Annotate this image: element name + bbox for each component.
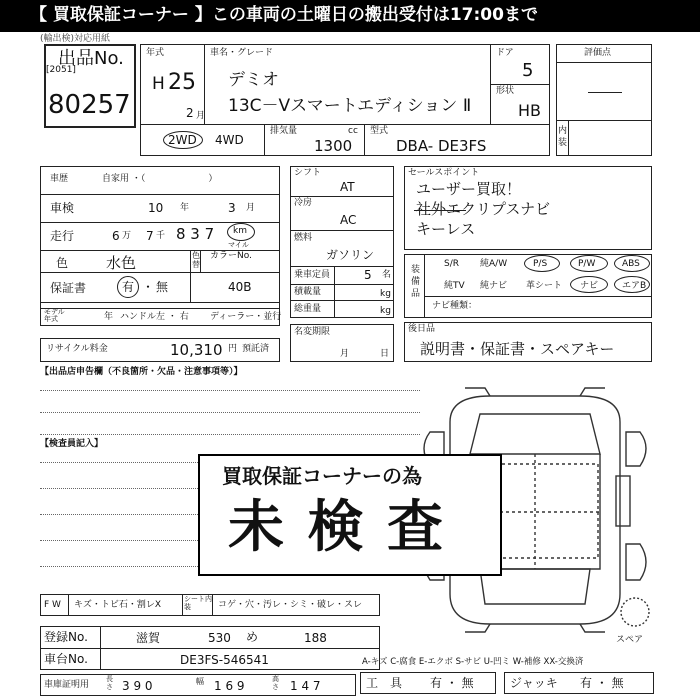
name-change-day: 日 xyxy=(380,349,390,359)
fuel-value: ガソリン xyxy=(326,248,375,262)
year-value: 25 xyxy=(168,70,196,95)
handle-label: ハンドル xyxy=(120,312,157,322)
inspection-label: 車検 xyxy=(50,201,75,215)
color-code-label: カラーNo. xyxy=(210,251,252,261)
color-label: 色 xyxy=(56,256,69,270)
registration-kana: め xyxy=(246,630,259,644)
registration-class: 530 xyxy=(208,631,231,645)
tools-value: 有 ・ 無 xyxy=(430,676,474,690)
dims-h: 1 4 7 xyxy=(290,679,321,693)
lot-tag: [2051] xyxy=(46,65,76,75)
recycle-unit: 円 xyxy=(228,344,238,354)
mileage-mile: マイル xyxy=(228,241,249,249)
handle-options: 左 ・ 右 xyxy=(156,312,189,322)
sales-line3: キーレス xyxy=(416,220,476,238)
inspection-month-unit: 月 xyxy=(246,203,256,213)
warranty-dot: ・ xyxy=(142,280,155,294)
dims-l: 3 9 0 xyxy=(122,679,153,693)
mileage-d2: 7 xyxy=(146,229,154,243)
year-label: 年式 xyxy=(146,48,165,58)
doors-value: 5 xyxy=(522,60,534,81)
gross-unit: kg xyxy=(380,306,391,316)
dims-l-label: 長さ xyxy=(106,675,113,691)
capacity-label: 乗車定員 xyxy=(294,270,331,280)
jack-value: 有 ・ 無 xyxy=(580,676,624,690)
color-value: 水色 xyxy=(106,254,137,272)
seat-label: シート内装 xyxy=(184,595,212,611)
fw-label: F W xyxy=(44,600,61,610)
sales-line2-strike xyxy=(414,210,466,211)
equip-leather: 革シート xyxy=(526,281,563,291)
spare-label: スペア xyxy=(616,635,644,645)
name-change-month: 月 xyxy=(340,349,350,359)
mileage-rest: 8 3 7 xyxy=(176,225,215,243)
color-change-label: 色替 xyxy=(192,251,200,269)
aircon-value: AC xyxy=(340,213,357,227)
equip-ps: P/S xyxy=(533,259,548,269)
damage-legend: A-キズ C-腐食 E-エクボ S-サビ U-凹ミ W-補修 XX-交換済 xyxy=(362,657,584,667)
drive-4wd: 4WD xyxy=(215,133,244,147)
name-change-label: 名変期限 xyxy=(294,327,331,337)
mileage-u1: 万 xyxy=(122,231,132,241)
model-year-unit: 年 xyxy=(104,312,114,322)
equip-nav-type: ナビ種類： xyxy=(432,301,478,311)
color-code: 40B xyxy=(228,280,252,294)
recycle-label: リサイクル料金 xyxy=(46,344,108,354)
car-grade: 13C－Vスマートエディション Ⅱ xyxy=(228,96,472,116)
tools-label: 工 具 xyxy=(366,676,403,690)
shape-label: 形状 xyxy=(496,86,515,96)
seat-value: コゲ・穴・汚レ・シミ・破レ・スレ xyxy=(218,600,363,610)
equipment-label: 装備品 xyxy=(411,265,421,300)
car-name: デミオ xyxy=(228,70,279,90)
score-mark xyxy=(588,92,622,93)
model-year-label: モデル年式 xyxy=(44,308,65,323)
accessories-label: 後日品 xyxy=(408,324,436,334)
gross-label: 総重量 xyxy=(294,304,322,314)
inspection-year-unit: 年 xyxy=(180,203,190,213)
chassis-label: 車台No. xyxy=(44,652,88,666)
shift-label: シフト xyxy=(294,168,322,178)
shape-value: HB xyxy=(518,101,542,120)
banner-text: 【 買取保証コーナー 】この車両の土曜日の搬出受付は17:00まで xyxy=(30,5,538,25)
interior-label: 内装 xyxy=(558,126,568,148)
sales-line2: 社外エクリプスナビ xyxy=(416,200,551,218)
model-label: 型式 xyxy=(370,126,389,136)
accessories-value: 説明書・保証書・スペアキー xyxy=(420,340,615,358)
displacement-value: 1300 xyxy=(314,137,353,155)
registration-number: 188 xyxy=(304,631,327,645)
displacement-label: 排気量 xyxy=(270,126,298,136)
dims-w: 1 6 9 xyxy=(214,679,245,693)
jack-label: ジャッキ xyxy=(510,676,558,690)
sales-label: セールスポイント xyxy=(408,168,480,178)
load-unit: kg xyxy=(380,289,391,299)
history-label: 車歴 xyxy=(50,174,69,184)
score-box xyxy=(556,44,652,156)
lot-number: 80257 xyxy=(48,90,131,120)
doors-label: ドア xyxy=(496,48,514,58)
dealer-label: ディーラー・並行 xyxy=(210,312,282,322)
dims-label: 車庫証明用 xyxy=(44,680,90,690)
dims-w-label: 幅 xyxy=(196,677,204,686)
seller-note-label: 【出品店申告欄（不良箇所・欠品・注意事項等）】 xyxy=(40,367,243,377)
shift-value: AT xyxy=(340,180,355,194)
equip-navi-pure: 純ナビ xyxy=(480,281,508,291)
equip-abs: ABS xyxy=(622,259,640,269)
warranty-label: 保証書 xyxy=(50,281,87,295)
mileage-d1: 6 xyxy=(112,229,120,243)
mileage-label: 走行 xyxy=(50,229,75,243)
stamp-top-text: 買取保証コーナーの為 xyxy=(222,464,422,488)
aircon-label: 冷房 xyxy=(294,198,313,208)
year-month-unit: 月 xyxy=(196,111,206,121)
history-value: 自家用 ・（ ） xyxy=(102,174,218,184)
inspector-label: 【検査員記入】 xyxy=(40,439,104,449)
inspection-year: 10 xyxy=(148,201,164,215)
drive-2wd: 2WD xyxy=(168,133,197,147)
score-label: 評価点 xyxy=(584,48,612,58)
capacity-unit: 名 xyxy=(382,270,392,280)
dims-h-label: 高さ xyxy=(272,675,279,691)
capacity-value: 5 xyxy=(364,268,372,282)
equip-navi: ナビ xyxy=(580,281,599,291)
year-month: 2 xyxy=(186,106,194,120)
sales-line1: ユーザー買取！ xyxy=(416,180,522,198)
warranty-yes: 有 xyxy=(122,280,135,294)
registration-pref: 滋賀 xyxy=(136,631,161,645)
car-label: 車名・グレード xyxy=(210,48,274,58)
chassis-value: DE3FS-546541 xyxy=(180,653,269,667)
equip-pw: P/W xyxy=(578,259,596,269)
displacement-unit: cc xyxy=(348,126,358,136)
mileage-km: km xyxy=(233,226,247,236)
header-note: (輸出検)対応用紙 xyxy=(40,34,111,44)
warranty-no: 無 xyxy=(156,280,169,294)
equip-aw: 純A/W xyxy=(480,259,508,269)
fuel-label: 燃料 xyxy=(294,233,313,243)
fw-value: キズ・トビ石・割レX xyxy=(74,600,161,610)
equip-tv: 純TV xyxy=(444,281,465,291)
inspection-month: 3 xyxy=(228,201,236,215)
load-label: 積載量 xyxy=(294,287,322,297)
year-era: H xyxy=(152,74,165,94)
model-value: DBA- DE3FS xyxy=(396,137,487,155)
equip-airbag: エアB xyxy=(622,281,647,291)
stamp-main-text: 未 検 査 xyxy=(228,495,445,560)
lot-label: 出品No. xyxy=(58,48,124,69)
mileage-u2: 千 xyxy=(156,231,166,241)
registration-label: 登録No. xyxy=(44,630,88,644)
equip-sr: S/R xyxy=(444,259,459,269)
recycle-note: 預託済 xyxy=(242,344,270,354)
recycle-value: 10,310 xyxy=(170,341,223,359)
